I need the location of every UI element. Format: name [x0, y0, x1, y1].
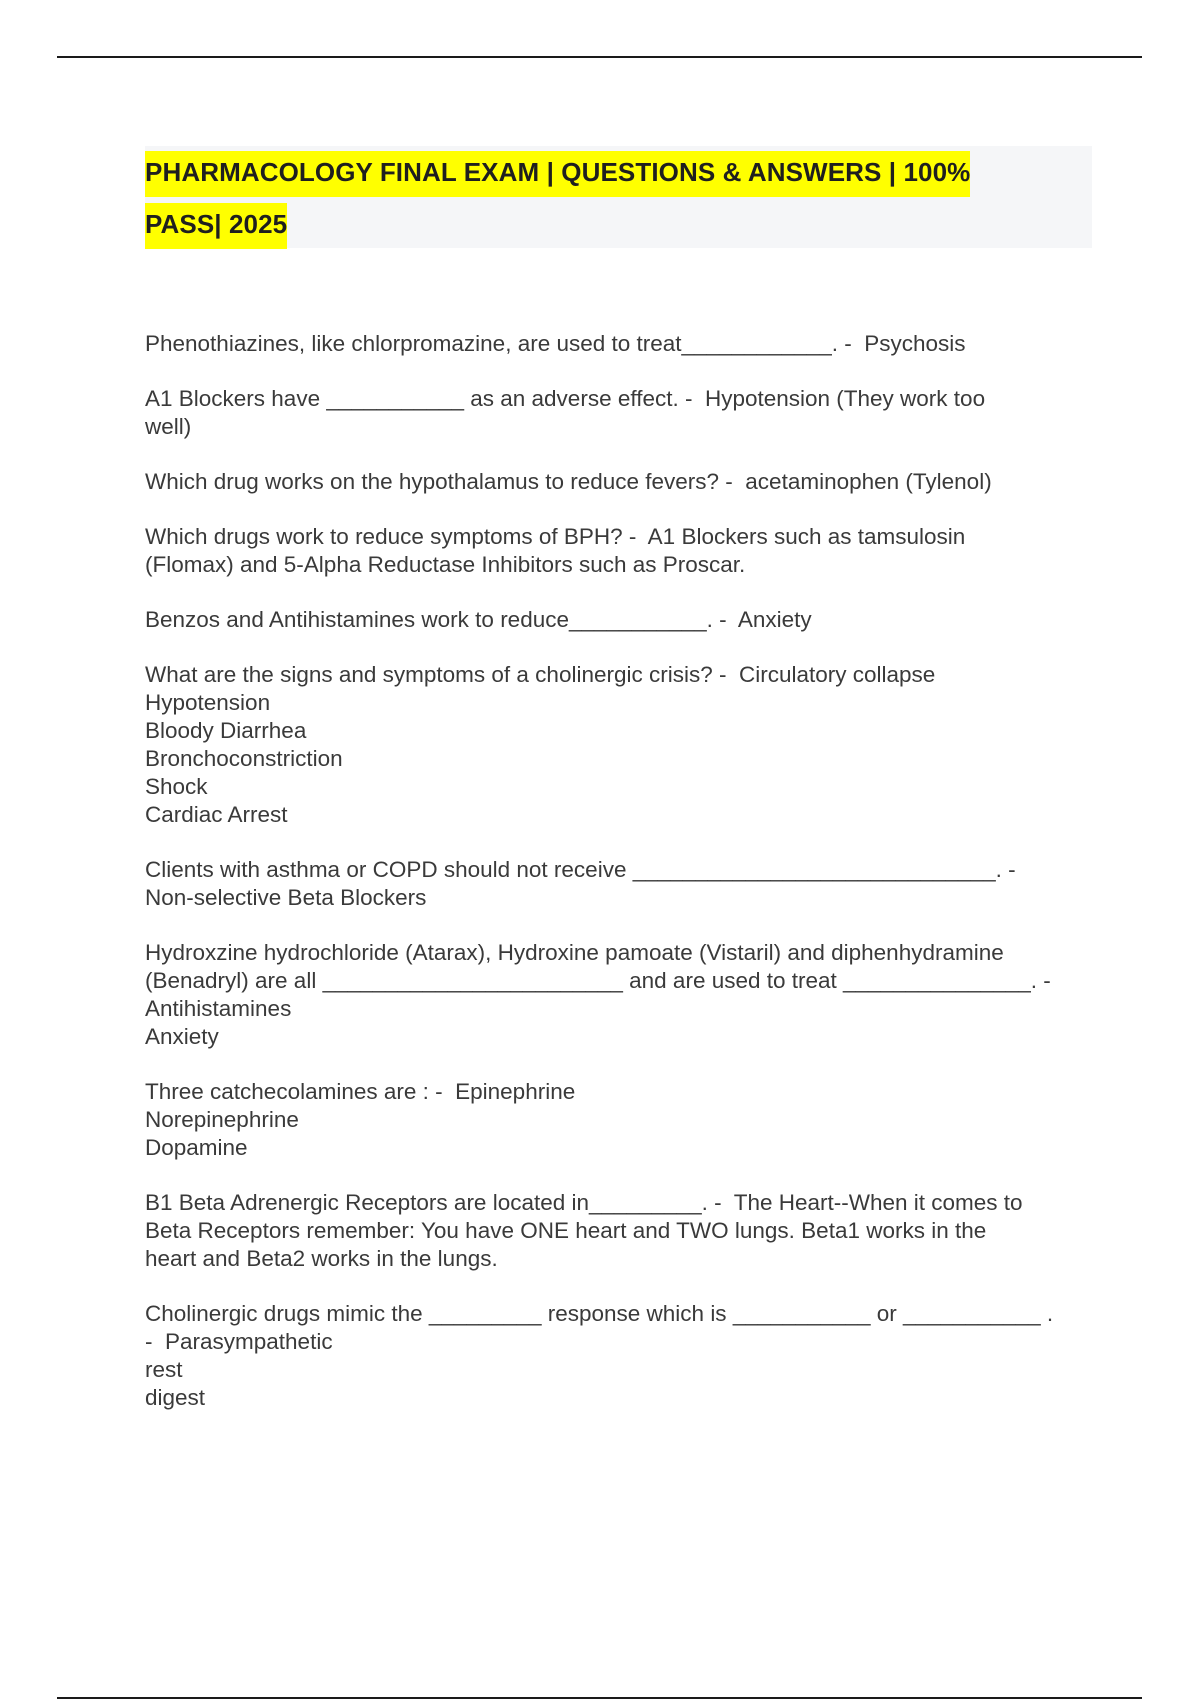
qa-text-line: Bronchoconstriction: [145, 746, 343, 771]
title-line-2: PASS| 2025: [145, 203, 287, 249]
title-line-1: PHARMACOLOGY FINAL EXAM | QUESTIONS & ANSWERS | 100%: [145, 151, 970, 197]
qa-text-line: - Parasympathetic: [145, 1329, 333, 1354]
qa-item: [145, 1189, 1095, 1273]
qa-item: [145, 606, 1095, 634]
qa-item: [145, 661, 1095, 829]
qa-text-line: heart and Beta2 works in the lungs.: [145, 1246, 498, 1271]
qa-text-line: Non-selective Beta Blockers: [145, 885, 427, 910]
qa-item: [145, 385, 1095, 441]
qa-text-line: Cardiac Arrest: [145, 802, 288, 827]
qa-item: [145, 468, 1095, 496]
qa-item: [145, 1300, 1095, 1412]
qa-question-line: Cholinergic drugs mimic the _________ response which is ___________ or ___________ .: [145, 1301, 1054, 1326]
qa-text-line: Norepinephrine: [145, 1107, 299, 1132]
qa-question-line: Which drugs work to reduce symptoms of BPH? - A1 Blockers such as tamsulosin: [145, 524, 966, 549]
qa-text-line: (Benadryl) are all ________________________ and are used to treat _______________. -: [145, 968, 1051, 993]
qa-item: [145, 330, 1095, 358]
qa-text-line: Shock: [145, 774, 208, 799]
qa-question-line: B1 Beta Adrenergic Receptors are located in_________. - The Heart--When it comes to: [145, 1190, 1023, 1215]
qa-question-line: Which drug works on the hypothalamus to reduce fevers? - acetaminophen (Tylenol): [145, 469, 992, 494]
qa-question-line: Benzos and Antihistamines work to reduce___________. - Anxiety: [145, 607, 812, 632]
qa-text-line: well): [145, 414, 192, 439]
qa-text-line: rest: [145, 1357, 183, 1382]
qa-question-line: Hydroxzine hydrochloride (Atarax), Hydroxine pamoate (Vistaril) and diphenhydramine: [145, 940, 1004, 965]
top-rule: [57, 56, 1142, 58]
qa-item: [145, 939, 1095, 1051]
qa-question-line: What are the signs and symptoms of a cholinergic crisis? - Circulatory collapse: [145, 662, 936, 687]
document-title: [145, 146, 1092, 250]
qa-text-line: Anxiety: [145, 1024, 219, 1049]
qa-text-line: (Flomax) and 5-Alpha Reductase Inhibitors such as Proscar.: [145, 552, 746, 577]
qa-item: [145, 856, 1095, 912]
bottom-rule: [57, 1697, 1142, 1699]
qa-question-line: Three catchecolamines are : - Epinephrine: [145, 1079, 576, 1104]
qa-item: [145, 1078, 1095, 1162]
qa-question-line: Phenothiazines, like chlorpromazine, are used to treat____________. - Psychosis: [145, 331, 966, 356]
qa-text-line: digest: [145, 1385, 206, 1410]
qa-list: [145, 330, 1095, 1439]
qa-question-line: Clients with asthma or COPD should not receive _____________________________. -: [145, 857, 1016, 882]
qa-item: [145, 523, 1095, 579]
qa-text-line: Hypotension: [145, 690, 271, 715]
title-block: [145, 146, 1092, 248]
qa-text-line: Antihistamines: [145, 996, 292, 1021]
qa-text-line: Beta Receptors remember: You have ONE heart and TWO lungs. Beta1 works in the: [145, 1218, 987, 1243]
qa-text-line: Dopamine: [145, 1135, 248, 1160]
qa-question-line: A1 Blockers have ___________ as an adverse effect. - Hypotension (They work too: [145, 386, 986, 411]
qa-text-line: Bloody Diarrhea: [145, 718, 307, 743]
